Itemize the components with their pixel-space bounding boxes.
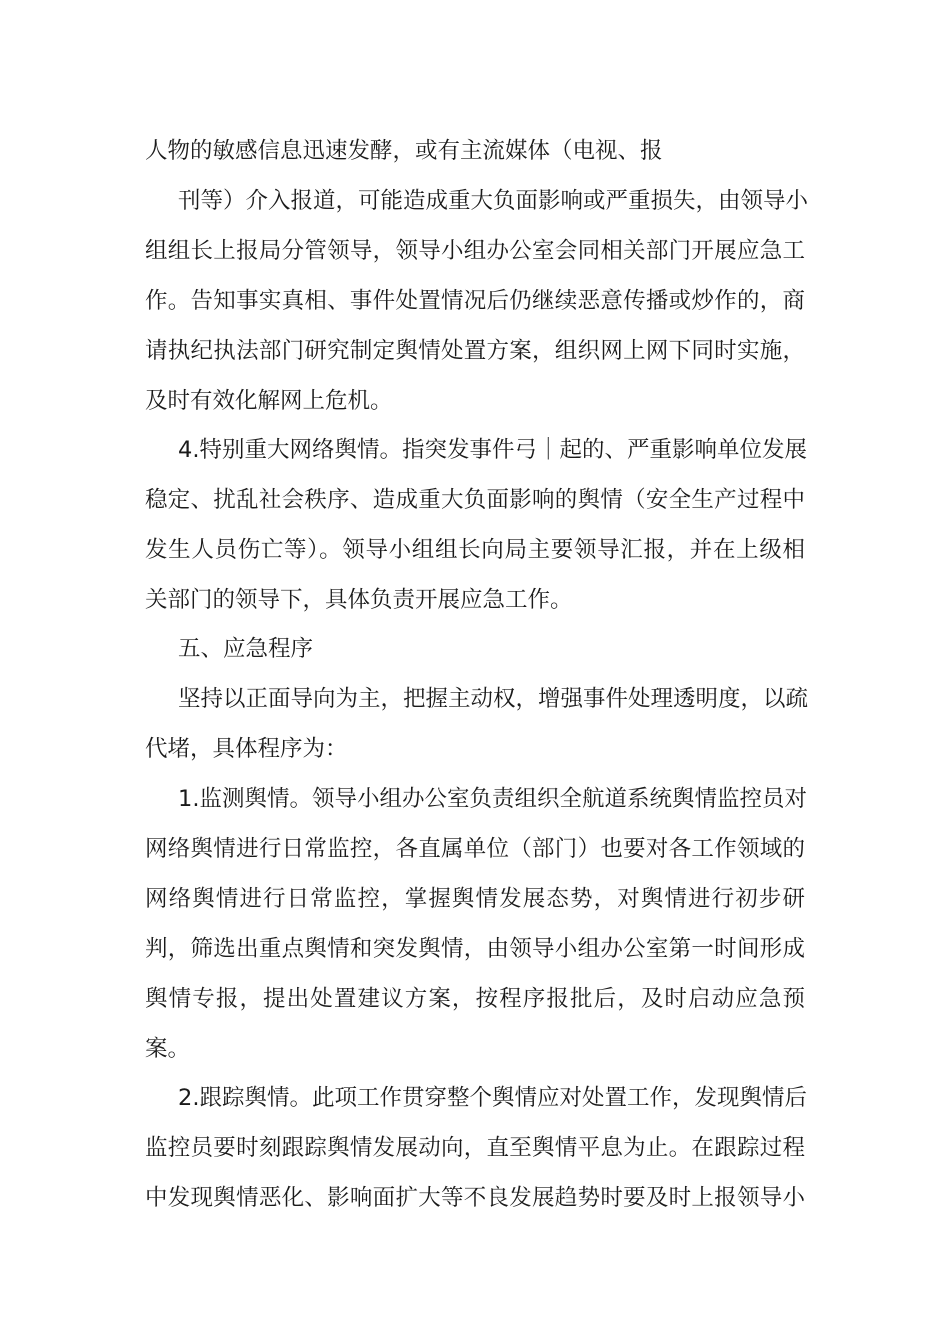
text-line-22: 中发现舆情恶化、影响面扩大等不良发展趋势时要及时上报领导小 (145, 1185, 805, 1211)
text-line-3: 组组长上报局分管领导，领导小组办公室会同相关部门开展应急工 (145, 238, 805, 264)
text-line-2: 刊等）介入报道，可能造成重大负面影响或严重损失，由领导小 (178, 188, 809, 214)
text-line-12: 坚持以正面导向为主，把握主动权，增强事件处理透明度，以疏 (178, 686, 809, 712)
section-heading: 五、应急程序 (178, 636, 314, 662)
text-line-15: 网络舆情进行日常监控，各直属单位（部门）也要对各工作领域的 (145, 836, 805, 862)
text-line-9: 发生人员伤亡等）。领导小组组长向局主要领导汇报，并在上级相 (145, 537, 805, 563)
text-line-8: 稳定、扰乱社会秩序、造成重大负面影响的舆情（安全生产过程中 (145, 487, 805, 513)
text-line-4: 作。告知事实真相、事件处置情况后仍继续恶意传播或炒作的，商 (145, 288, 805, 314)
text-line-19: 案。 (145, 1036, 191, 1062)
text-line-5: 请执纪执法部门研究制定舆情处置方案，组织网上网下同时实施， (145, 338, 805, 364)
text-line-7: 4.特别重大网络舆情。指突发事件弓｜起的、严重影响单位发展 (178, 437, 807, 463)
text-line-17: 判，筛选出重点舆情和突发舆情，由领导小组办公室第一时间形成 (145, 936, 805, 962)
text-line-1: 人物的敏感信息迅速发酵，或有主流媒体（电视、报 (145, 138, 663, 164)
text-line-16: 网络舆情进行日常监控，掌握舆情发展态势，对舆情进行初步研 (145, 886, 805, 912)
text-line-13: 代堵，具体程序为： (145, 736, 348, 762)
text-line-6: 及时有效化解网上危机。 (145, 388, 393, 414)
text-line-20: 2.跟踪舆情。此项工作贯穿整个舆情应对处置工作，发现舆情后 (178, 1085, 807, 1111)
text-line-10: 关部门的领导下，具体负责开展应急工作。 (145, 587, 573, 613)
text-line-21: 监控员要时刻跟踪舆情发展动向，直至舆情平息为止。在跟踪过程 (145, 1135, 805, 1161)
text-line-14: 1.监测舆情。领导小组办公室负责组织全航道系统舆情监控员对 (178, 786, 807, 812)
text-line-18: 舆情专报，提出处置建议方案，按程序报批后，及时启动应急预 (145, 986, 805, 1012)
